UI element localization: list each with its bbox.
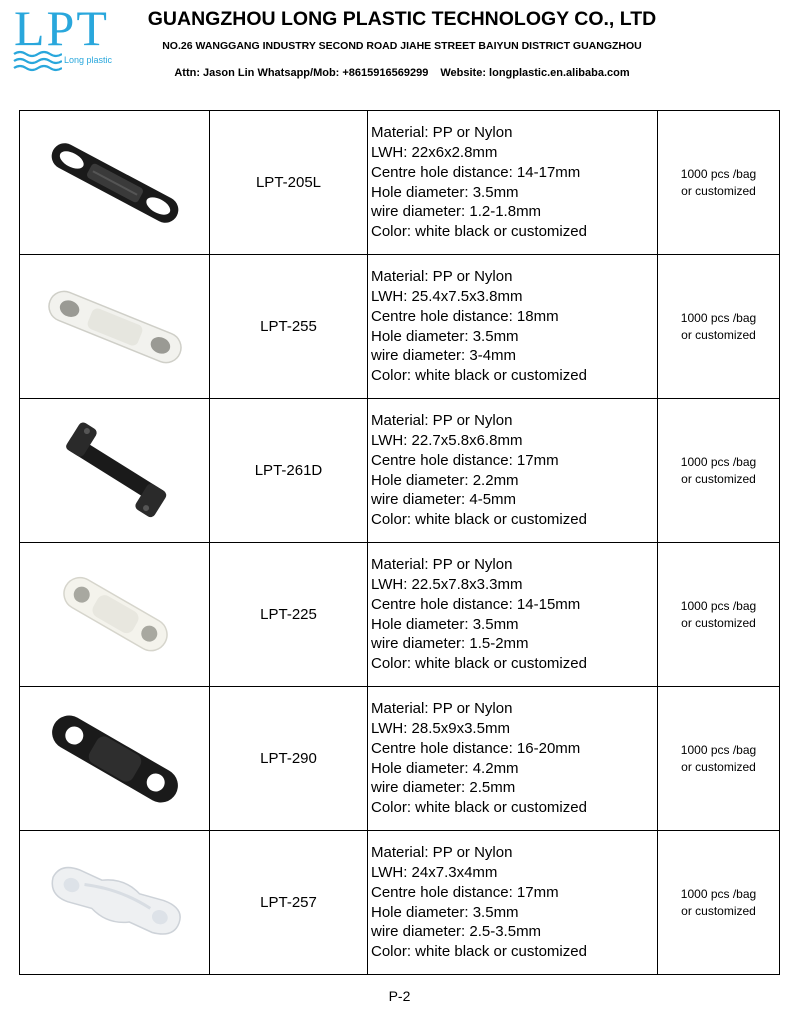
company-logo [12,0,122,72]
lpt-225-product-image [40,560,190,670]
spec-lwh: LWH: 28.5x9x3.5mm [371,719,510,737]
spec-color: Color: white black or customized [371,799,587,817]
lpt-205l-product-image [40,128,190,238]
product-packing [658,111,780,255]
spec-hole-distance: Centre hole distance: 18mm [371,307,559,325]
spec-wire-diameter: wire diameter: 1.2-1.8mm [371,203,542,221]
packing-note: or customized [681,759,756,774]
lpt-261d-product-image [40,416,190,526]
spec-hole-diameter: Hole diameter: 3.5mm [371,327,519,345]
spec-material: Material: PP or Nylon [371,844,513,862]
product-packing [658,399,780,543]
product-specs [368,543,658,687]
spec-color: Color: white black or customized [371,367,587,385]
spec-hole-distance: Centre hole distance: 14-17mm [371,163,581,181]
packing-note: or customized [681,903,756,918]
spec-material: Material: PP or Nylon [371,268,513,286]
product-image-cell [20,543,210,687]
product-packing [658,255,780,399]
spec-color: Color: white black or customized [371,943,587,961]
product-code: LPT-257 [210,831,368,975]
table-row [20,111,780,255]
spec-material: Material: PP or Nylon [371,412,513,430]
table-row [20,399,780,543]
packing-qty: 1000 pcs /bag [680,598,757,613]
product-image-cell [20,687,210,831]
product-code: LPT-261D [210,399,368,543]
product-packing [658,831,780,975]
spec-hole-diameter: Hole diameter: 3.5mm [371,615,519,633]
product-specs [368,831,658,975]
spec-color: Color: white black or customized [371,655,587,673]
product-code: LPT-290 [210,687,368,831]
page-number: P-2 [388,988,411,1004]
lpt-290-product-image [40,704,190,814]
product-image-cell [20,111,210,255]
product-specs [368,399,658,543]
product-table [19,110,780,975]
contact-website: Website: longplastic.en.alibaba.com [440,67,630,79]
spec-wire-diameter: wire diameter: 4-5mm [371,491,517,509]
wave-icon [12,50,62,72]
contact-line [132,67,672,79]
product-code: LPT-255 [210,255,368,399]
spec-hole-distance: Centre hole distance: 16-20mm [371,739,581,757]
product-specs [368,255,658,399]
packing-qty: 1000 pcs /bag [680,886,757,901]
packing-qty: 1000 pcs /bag [680,454,757,469]
spec-hole-distance: Centre hole distance: 17mm [371,451,559,469]
packing-qty: 1000 pcs /bag [680,166,757,181]
spec-hole-diameter: Hole diameter: 4.2mm [371,759,519,777]
product-code: LPT-205L [210,111,368,255]
company-address: NO.26 WANGGANG INDUSTRY SECOND ROAD JIAHE STREET BAIYUN DISTRICT GUANGZHOU [162,40,642,52]
table-row [20,687,780,831]
table-row [20,831,780,975]
product-image-cell [20,255,210,399]
product-code: LPT-225 [210,543,368,687]
packing-qty: 1000 pcs /bag [680,742,757,757]
product-image-cell [20,831,210,975]
product-packing [658,543,780,687]
product-specs [368,111,658,255]
spec-lwh: LWH: 22.5x7.8x3.3mm [371,575,523,593]
spec-color: Color: white black or customized [371,223,587,241]
table-row [20,255,780,399]
product-packing [658,687,780,831]
packing-note: or customized [681,615,756,630]
table-row [20,543,780,687]
spec-hole-distance: Centre hole distance: 17mm [371,883,559,901]
spec-lwh: LWH: 22x6x2.8mm [371,143,498,161]
spec-material: Material: PP or Nylon [371,124,513,142]
spec-hole-diameter: Hole diameter: 3.5mm [371,903,519,921]
spec-material: Material: PP or Nylon [371,556,513,574]
spec-lwh: LWH: 22.7x5.8x6.8mm [371,431,523,449]
spec-wire-diameter: wire diameter: 2.5mm [371,779,516,797]
spec-lwh: LWH: 25.4x7.5x3.8mm [371,287,523,305]
spec-wire-diameter: wire diameter: 3-4mm [371,347,517,365]
packing-qty: 1000 pcs /bag [680,310,757,325]
packing-note: or customized [681,327,756,342]
spec-color: Color: white black or customized [371,511,587,529]
lpt-255-product-image [40,272,190,382]
product-specs [368,687,658,831]
logo-text: LPT [14,0,109,56]
packing-note: or customized [681,183,756,198]
spec-hole-diameter: Hole diameter: 3.5mm [371,183,519,201]
packing-note: or customized [681,471,756,486]
spec-wire-diameter: wire diameter: 2.5-3.5mm [371,923,542,941]
spec-lwh: LWH: 24x7.3x4mm [371,863,498,881]
spec-material: Material: PP or Nylon [371,700,513,718]
contact-attn: Attn: Jason Lin Whatsapp/Mob: +8615916569299 [174,67,429,79]
spec-hole-diameter: Hole diameter: 2.2mm [371,471,519,489]
product-image-cell [20,399,210,543]
spec-hole-distance: Centre hole distance: 14-15mm [371,595,581,613]
spec-wire-diameter: wire diameter: 1.5-2mm [371,635,529,653]
company-name: GUANGZHOU LONG PLASTIC TECHNOLOGY CO., LTD [147,8,657,30]
logo-subtitle: Long plastic [64,55,113,65]
lpt-257-product-image [40,848,190,958]
